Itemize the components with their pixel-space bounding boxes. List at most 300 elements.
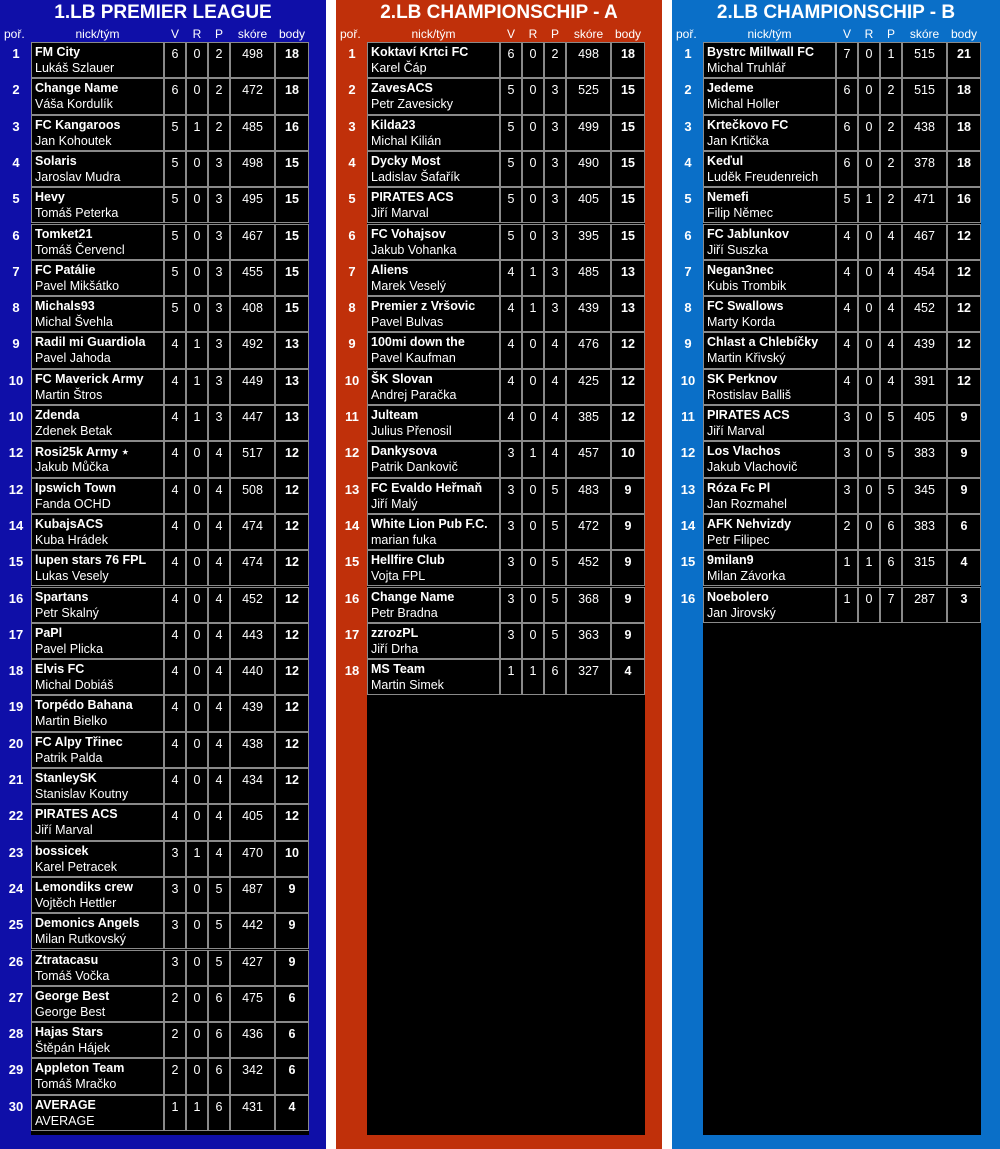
score-cell: 438 xyxy=(902,115,947,151)
rank-number: 18 xyxy=(344,663,360,679)
team-name[interactable]: AFK Nehvizdy xyxy=(707,516,792,531)
team-name[interactable]: FC Alpy Třinec xyxy=(35,734,123,749)
player-name: Patrik Dankovič xyxy=(371,460,458,475)
table-row[interactable] xyxy=(672,187,1000,223)
table-row[interactable] xyxy=(0,1095,326,1131)
table-row[interactable] xyxy=(336,224,662,260)
table-row[interactable] xyxy=(0,78,326,114)
score-cell: 436 xyxy=(230,1022,275,1058)
team-name[interactable]: White Lion Pub F.C. xyxy=(371,516,488,531)
p-cell: 6 xyxy=(208,1095,230,1131)
team-name[interactable]: 100mi down the xyxy=(371,335,465,350)
team-name[interactable]: Rosi25k Army ⋆ xyxy=(35,445,130,460)
table-row[interactable] xyxy=(0,405,326,441)
rank-number: 9 xyxy=(684,336,692,352)
team-cell xyxy=(703,296,836,332)
v-cell: 4 xyxy=(500,296,522,332)
team-cell xyxy=(703,478,836,514)
v-cell: 3 xyxy=(500,478,522,514)
p-cell: 4 xyxy=(208,441,230,477)
player-name: Štěpán Hájek xyxy=(35,1041,111,1056)
team-cell xyxy=(31,478,164,514)
team-name[interactable]: FC Vohajsov xyxy=(371,226,446,241)
team-cell xyxy=(367,405,500,441)
points-cell: 12 xyxy=(611,405,645,441)
v-cell: 5 xyxy=(164,296,186,332)
table-row[interactable] xyxy=(0,623,326,659)
player-name: Jakub Vohanka xyxy=(371,242,457,257)
team-cell xyxy=(367,441,500,477)
team-name[interactable]: Koktaví Krtci FC xyxy=(371,45,469,59)
team-name[interactable]: StanleySK xyxy=(35,771,97,785)
team-name[interactable]: FM City xyxy=(35,45,81,59)
table-row[interactable] xyxy=(336,441,662,477)
table-row[interactable] xyxy=(672,369,1000,405)
table-row[interactable] xyxy=(672,405,1000,441)
team-cell xyxy=(367,260,500,296)
score-cell: 408 xyxy=(230,296,275,332)
team-cell xyxy=(31,514,164,550)
player-name: Jiří Marval xyxy=(35,823,93,838)
r-cell: 0 xyxy=(186,514,208,550)
rank-number: 14 xyxy=(680,517,696,533)
team-name[interactable]: Michals93 xyxy=(35,299,95,314)
r-cell: 0 xyxy=(858,587,880,623)
v-cell: 3 xyxy=(500,550,522,586)
team-name[interactable]: PIRATES ACS xyxy=(707,408,790,422)
r-cell: 0 xyxy=(186,587,208,623)
player-name: Jiří Drha xyxy=(371,641,419,656)
player-name: Patrik Palda xyxy=(35,750,103,765)
team-name[interactable]: MS Team xyxy=(371,662,425,677)
team-cell xyxy=(703,78,836,114)
player-name: Petr Zavesicky xyxy=(371,97,453,112)
table-row[interactable] xyxy=(0,332,326,368)
team-cell xyxy=(703,115,836,151)
v-cell: 4 xyxy=(500,405,522,441)
team-name[interactable]: Spartans xyxy=(35,589,89,604)
table-row[interactable] xyxy=(336,115,662,151)
v-cell: 4 xyxy=(836,369,858,405)
v-cell: 4 xyxy=(164,659,186,695)
team-name[interactable]: Change Name xyxy=(35,81,119,96)
v-cell: 5 xyxy=(500,187,522,223)
v-cell: 3 xyxy=(500,441,522,477)
team-name[interactable]: Lemondiks crew xyxy=(35,879,133,894)
score-cell: 405 xyxy=(230,804,275,840)
score-cell: 490 xyxy=(566,151,611,187)
team-name[interactable]: George Best xyxy=(35,988,110,1003)
team-name[interactable]: Solaris xyxy=(35,153,77,168)
v-cell: 4 xyxy=(164,623,186,659)
table-row[interactable] xyxy=(336,187,662,223)
player-name: Michal Švehla xyxy=(35,315,113,330)
team-name[interactable]: Los Vlachos xyxy=(707,444,781,459)
score-cell: 431 xyxy=(230,1095,275,1131)
v-cell: 6 xyxy=(500,42,522,78)
rank-number: 8 xyxy=(684,300,692,316)
table-row[interactable] xyxy=(336,332,662,368)
header-score: skóre xyxy=(909,27,940,41)
v-cell: 4 xyxy=(164,804,186,840)
table-row[interactable] xyxy=(336,405,662,441)
team-name[interactable]: Nemefi xyxy=(707,190,749,205)
team-name[interactable]: Appleton Team xyxy=(35,1061,125,1076)
team-cell xyxy=(367,659,500,695)
rank-number: 10 xyxy=(680,372,696,388)
rank-number: 6 xyxy=(12,227,20,243)
points-cell: 4 xyxy=(275,1095,309,1131)
p-cell: 3 xyxy=(544,78,566,114)
column-header-row xyxy=(672,26,1000,42)
team-name[interactable]: PIRATES ACS xyxy=(371,190,454,205)
player-name: Lukas Vesely xyxy=(35,569,109,584)
r-cell: 0 xyxy=(522,224,544,260)
v-cell: 6 xyxy=(836,151,858,187)
header-points: body xyxy=(278,27,306,41)
r-cell: 1 xyxy=(186,332,208,368)
player-name: Váša Kordulík xyxy=(35,97,113,112)
player-name: Vojta FPL xyxy=(371,569,426,584)
table-row[interactable] xyxy=(336,296,662,332)
header-score: skóre xyxy=(573,27,604,41)
r-cell: 1 xyxy=(186,841,208,877)
team-name[interactable]: Keďul xyxy=(707,153,744,168)
team-name[interactable]: Premier z Vršovic xyxy=(371,299,476,314)
rank-number: 7 xyxy=(348,263,356,279)
points-cell: 6 xyxy=(275,986,309,1022)
team-name[interactable]: Ztratacasu xyxy=(35,952,99,967)
team-name[interactable]: FC Jablunkov xyxy=(707,226,789,241)
table-row[interactable] xyxy=(0,260,326,296)
table-row[interactable] xyxy=(336,623,662,659)
table-row[interactable] xyxy=(336,659,662,695)
points-cell: 15 xyxy=(611,115,645,151)
table-row[interactable] xyxy=(672,550,1000,586)
v-cell: 4 xyxy=(164,405,186,441)
points-cell: 3 xyxy=(947,587,981,623)
team-name[interactable]: Julteam xyxy=(371,408,419,422)
player-name: Rostislav Balliš xyxy=(707,387,792,402)
player-name: Jiří Marval xyxy=(707,424,765,438)
team-cell xyxy=(703,332,836,368)
table-row[interactable] xyxy=(0,804,326,840)
table-row[interactable] xyxy=(672,441,1000,477)
team-name[interactable]: bossicek xyxy=(35,843,89,858)
team-cell xyxy=(31,913,164,949)
table-row[interactable] xyxy=(336,42,662,78)
team-name[interactable]: Bystrc Millwall FC xyxy=(707,45,814,59)
team-name[interactable]: zzrozPL xyxy=(371,625,419,640)
p-cell: 6 xyxy=(208,986,230,1022)
table-row[interactable] xyxy=(336,260,662,296)
team-name[interactable]: FC Kangaroos xyxy=(35,117,121,132)
team-name[interactable]: Radil mi Guardiola xyxy=(35,335,146,350)
score-cell: 315 xyxy=(902,550,947,586)
r-cell: 0 xyxy=(186,187,208,223)
table-row[interactable] xyxy=(0,441,326,477)
p-cell: 4 xyxy=(208,587,230,623)
table-row[interactable] xyxy=(0,514,326,550)
score-cell: 378 xyxy=(902,151,947,187)
p-cell: 4 xyxy=(208,514,230,550)
table-row[interactable] xyxy=(672,115,1000,151)
r-cell: 0 xyxy=(186,623,208,659)
table-row[interactable] xyxy=(336,478,662,514)
table-row[interactable] xyxy=(0,587,326,623)
rank-number: 3 xyxy=(684,118,692,134)
header-team: nick/tým xyxy=(747,27,792,41)
table-row[interactable] xyxy=(0,115,326,151)
points-cell: 9 xyxy=(947,478,981,514)
points-cell: 13 xyxy=(275,332,309,368)
rank-number: 3 xyxy=(348,118,356,134)
p-cell: 5 xyxy=(208,950,230,986)
team-name[interactable]: FC Patálie xyxy=(35,262,96,277)
points-cell: 9 xyxy=(611,623,645,659)
rank-number: 8 xyxy=(12,300,20,316)
points-cell: 12 xyxy=(947,369,981,405)
team-name[interactable]: Aliens xyxy=(371,262,409,277)
score-cell: 345 xyxy=(902,478,947,514)
score-cell: 457 xyxy=(566,441,611,477)
v-cell: 3 xyxy=(500,587,522,623)
team-name[interactable]: 9milan9 xyxy=(707,553,754,568)
team-name[interactable]: Demonics Angels xyxy=(35,916,140,931)
score-cell: 385 xyxy=(566,405,611,441)
points-cell: 9 xyxy=(611,478,645,514)
league-panel xyxy=(0,0,326,1149)
player-name: Milan Rutkovský xyxy=(35,932,126,947)
r-cell: 0 xyxy=(858,78,880,114)
p-cell: 5 xyxy=(880,405,902,441)
r-cell: 1 xyxy=(522,441,544,477)
table-row[interactable] xyxy=(672,332,1000,368)
team-name[interactable]: Róza Fc Pl xyxy=(707,480,771,495)
team-name[interactable]: Hevy xyxy=(35,190,65,205)
team-name[interactable]: Elvis FC xyxy=(35,662,85,677)
table-row[interactable] xyxy=(672,514,1000,550)
v-cell: 4 xyxy=(836,332,858,368)
team-name[interactable]: FC Swallows xyxy=(707,299,784,314)
table-row[interactable] xyxy=(0,877,326,913)
r-cell: 0 xyxy=(858,296,880,332)
table-row[interactable] xyxy=(0,841,326,877)
score-cell: 405 xyxy=(566,187,611,223)
r-cell: 0 xyxy=(858,42,880,78)
points-cell: 13 xyxy=(611,260,645,296)
p-cell: 6 xyxy=(880,550,902,586)
team-name[interactable]: Change Name xyxy=(371,589,455,604)
player-name: Jan Kohoutek xyxy=(35,133,112,148)
table-row[interactable] xyxy=(0,732,326,768)
team-name[interactable]: Kilda23 xyxy=(371,117,416,132)
team-name[interactable]: Krtečkovo FC xyxy=(707,117,789,132)
p-cell: 6 xyxy=(544,659,566,695)
team-cell xyxy=(31,1058,164,1094)
team-name[interactable]: ŠK Slovan xyxy=(371,371,433,386)
rank-number: 14 xyxy=(8,517,24,533)
player-name: Martin Štros xyxy=(35,387,103,402)
team-name[interactable]: KubajsACS xyxy=(35,516,104,531)
r-cell: 0 xyxy=(186,478,208,514)
team-name[interactable]: Hellfire Club xyxy=(371,553,445,568)
r-cell: 0 xyxy=(858,478,880,514)
points-cell: 9 xyxy=(611,587,645,623)
header-p: P xyxy=(550,27,559,41)
v-cell: 6 xyxy=(164,42,186,78)
team-name[interactable]: Chlast a Chlebíčky xyxy=(707,335,819,350)
table-row[interactable] xyxy=(0,478,326,514)
rank-number: 10 xyxy=(8,409,24,424)
points-cell: 12 xyxy=(947,332,981,368)
team-cell xyxy=(31,587,164,623)
table-row[interactable] xyxy=(0,1058,326,1094)
rank-number: 7 xyxy=(12,263,20,279)
rank-number: 18 xyxy=(8,663,24,679)
table-row[interactable] xyxy=(0,296,326,332)
team-cell xyxy=(703,151,836,187)
team-cell xyxy=(31,115,164,151)
rank-number: 13 xyxy=(680,481,696,497)
team-name[interactable]: Dycky Most xyxy=(371,153,441,168)
player-name: Kubis Trombik xyxy=(707,278,787,293)
player-name: Tomáš Červencl xyxy=(35,242,125,257)
points-cell: 9 xyxy=(275,913,309,949)
team-name[interactable]: FC Evaldo Heřmaň xyxy=(371,480,483,495)
team-cell xyxy=(703,42,836,78)
table-row[interactable] xyxy=(672,587,1000,623)
team-name[interactable]: Dankysova xyxy=(371,444,438,459)
team-name[interactable]: SK Perknov xyxy=(707,371,778,386)
v-cell: 4 xyxy=(500,369,522,405)
points-cell: 12 xyxy=(275,478,309,514)
team-cell xyxy=(31,877,164,913)
table-row[interactable] xyxy=(0,913,326,949)
rank-number: 13 xyxy=(344,481,360,497)
rank-number: 5 xyxy=(12,191,20,207)
p-cell: 4 xyxy=(208,841,230,877)
table-row[interactable] xyxy=(0,224,326,260)
team-cell xyxy=(367,224,500,260)
table-row[interactable] xyxy=(0,550,326,586)
team-name[interactable]: Noebolero xyxy=(707,589,769,604)
v-cell: 1 xyxy=(164,1095,186,1131)
table-row[interactable] xyxy=(0,369,326,405)
league-panel xyxy=(672,0,1000,1149)
team-name[interactable]: AVERAGE xyxy=(35,1097,96,1112)
points-cell: 15 xyxy=(275,296,309,332)
v-cell: 5 xyxy=(164,224,186,260)
header-rank: poř. xyxy=(4,27,25,41)
p-cell: 4 xyxy=(208,804,230,840)
table-row[interactable] xyxy=(0,659,326,695)
team-name[interactable]: PaPl xyxy=(35,625,63,640)
r-cell: 0 xyxy=(186,804,208,840)
team-cell xyxy=(703,441,836,477)
table-row[interactable] xyxy=(0,187,326,223)
p-cell: 3 xyxy=(544,260,566,296)
table-row[interactable] xyxy=(336,78,662,114)
table-row[interactable] xyxy=(672,296,1000,332)
points-cell: 12 xyxy=(611,332,645,368)
p-cell: 3 xyxy=(544,187,566,223)
table-row[interactable] xyxy=(336,550,662,586)
points-cell: 12 xyxy=(275,623,309,659)
team-name[interactable]: ZavesACS xyxy=(371,81,433,96)
team-cell xyxy=(31,659,164,695)
p-cell: 5 xyxy=(880,441,902,477)
p-cell: 4 xyxy=(880,260,902,296)
team-name[interactable]: Jedeme xyxy=(707,81,754,96)
team-cell xyxy=(703,224,836,260)
score-cell: 485 xyxy=(230,115,275,151)
team-name[interactable]: PIRATES ACS xyxy=(35,807,118,822)
p-cell: 4 xyxy=(544,332,566,368)
rank-number: 29 xyxy=(8,1062,24,1078)
team-cell xyxy=(31,1022,164,1058)
table-row[interactable] xyxy=(0,151,326,187)
team-name[interactable]: Torpédo Bahana xyxy=(35,698,133,713)
team-name[interactable]: Ipswich Town xyxy=(35,480,117,495)
r-cell: 0 xyxy=(858,151,880,187)
table-row[interactable] xyxy=(672,42,1000,78)
p-cell: 4 xyxy=(208,659,230,695)
team-cell xyxy=(31,78,164,114)
table-row[interactable] xyxy=(0,42,326,78)
team-name[interactable]: Zdenda xyxy=(35,408,80,422)
r-cell: 0 xyxy=(186,1022,208,1058)
table-row[interactable] xyxy=(672,224,1000,260)
player-name: Petr Filipec xyxy=(707,532,770,547)
table-row[interactable] xyxy=(672,78,1000,114)
table-row[interactable] xyxy=(336,369,662,405)
table-row[interactable] xyxy=(336,151,662,187)
player-name: Jan Jirovský xyxy=(707,605,776,620)
team-name[interactable]: lupen stars 76 FPL xyxy=(35,553,147,568)
table-row[interactable] xyxy=(0,950,326,986)
score-cell: 470 xyxy=(230,841,275,877)
team-cell xyxy=(367,151,500,187)
v-cell: 2 xyxy=(164,986,186,1022)
r-cell: 0 xyxy=(522,42,544,78)
table-row[interactable] xyxy=(672,478,1000,514)
header-v: V xyxy=(506,27,515,41)
table-row[interactable] xyxy=(0,768,326,804)
table-row[interactable] xyxy=(672,260,1000,296)
player-name: Jiří Marval xyxy=(371,206,429,221)
table-row[interactable] xyxy=(672,151,1000,187)
score-cell: 471 xyxy=(902,187,947,223)
table-row[interactable] xyxy=(0,986,326,1022)
team-name[interactable]: Hajas Stars xyxy=(35,1025,104,1040)
team-name[interactable]: FC Maverick Army xyxy=(35,371,144,386)
table-row[interactable] xyxy=(0,695,326,731)
table-row[interactable] xyxy=(0,1022,326,1058)
header-rank: poř. xyxy=(340,27,361,41)
rank-number: 25 xyxy=(8,917,24,933)
team-name[interactable]: Negan3nec xyxy=(707,262,774,277)
table-row[interactable] xyxy=(336,587,662,623)
v-cell: 4 xyxy=(164,695,186,731)
team-cell xyxy=(367,296,500,332)
team-name[interactable]: Tomket21 xyxy=(35,226,93,241)
table-row[interactable] xyxy=(336,514,662,550)
v-cell: 3 xyxy=(164,913,186,949)
r-cell: 1 xyxy=(186,369,208,405)
rank-number: 6 xyxy=(348,227,356,243)
rank-number: 22 xyxy=(8,808,24,824)
